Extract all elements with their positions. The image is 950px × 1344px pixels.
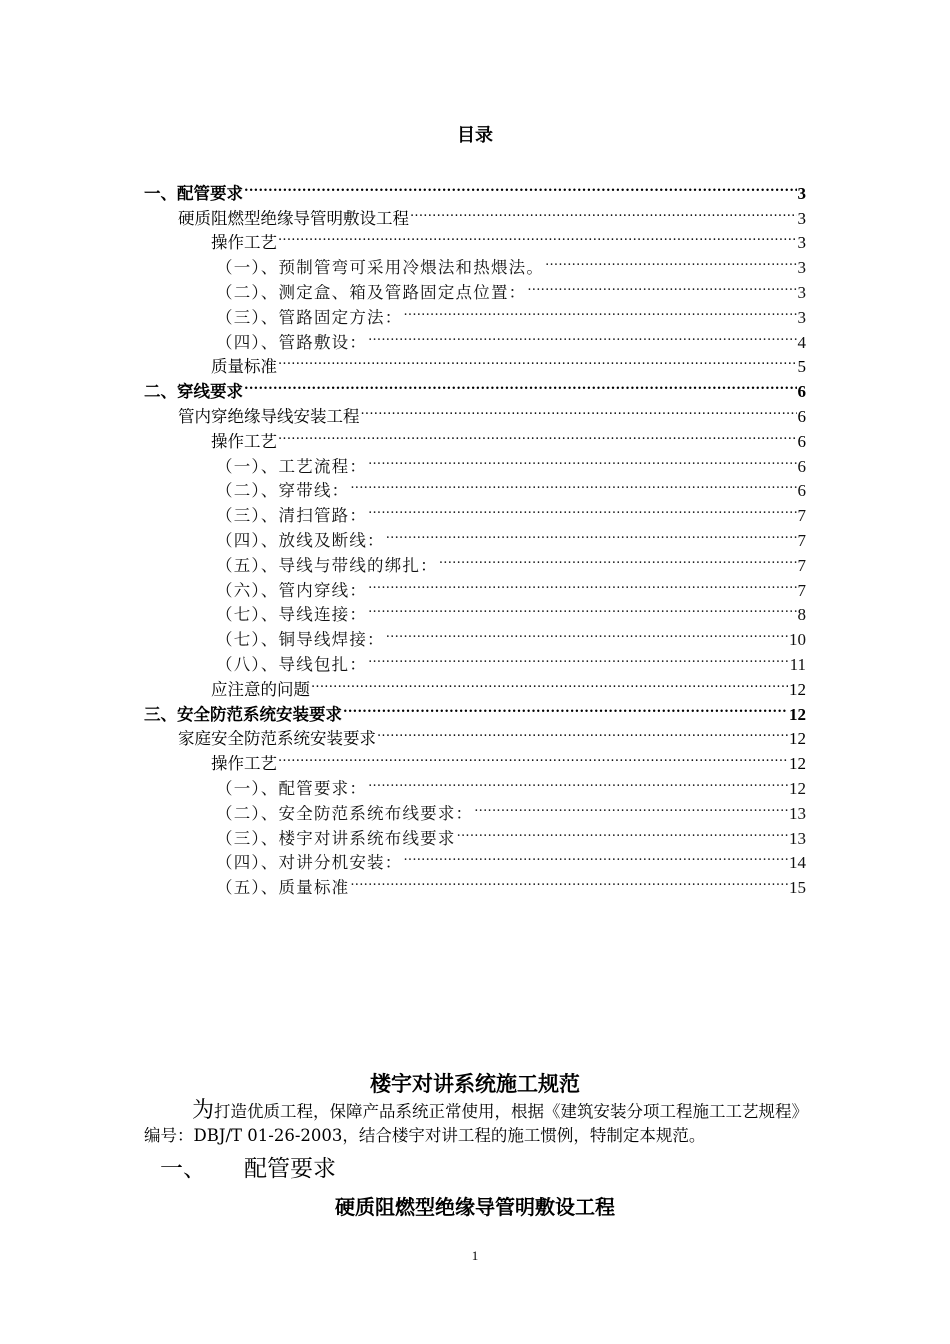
toc-entry-label: （二）、穿带线：: [216, 481, 350, 501]
toc-dot-leader: [278, 744, 788, 769]
toc-dot-leader: [368, 596, 796, 621]
toc-page-number: 12: [789, 679, 806, 699]
toc-entry-label: （四）、管路敷设：: [216, 332, 368, 352]
toc-dot-leader: [368, 645, 789, 670]
toc-dot-leader: [244, 174, 797, 199]
toc-entry-label: （五）、质量标准: [216, 878, 350, 898]
toc-entry-label: 家庭安全防范系统安装要求: [178, 729, 376, 749]
toc-page-number: 10: [789, 630, 806, 650]
toc-dot-leader: [350, 472, 796, 497]
toc-page-number: 3: [797, 233, 806, 253]
toc-page-number: 7: [797, 580, 806, 600]
toc-page-number: 3: [797, 282, 806, 302]
toc-entry-label: （六）、管内穿线：: [216, 580, 368, 600]
toc-entry-label: （七）、铜导线焊接：: [216, 630, 385, 650]
toc-page-number: 12: [789, 778, 806, 798]
toc-entry-label: （二）、测定盒、箱及管路固定点位置：: [216, 282, 527, 302]
toc-dot-leader: [368, 447, 796, 472]
toc-page-number: 7: [797, 555, 806, 575]
table-of-contents: [144, 174, 806, 898]
toc-dot-leader: [457, 819, 788, 844]
toc-dot-leader: [403, 844, 788, 869]
toc-page-number: 3: [797, 208, 806, 228]
toc-entry-label: （七）、导线连接：: [216, 605, 368, 625]
toc-page-number: 12: [789, 754, 806, 774]
toc-page-number: 6: [797, 406, 806, 426]
toc-entry-label: 操作工艺: [211, 754, 277, 774]
toc-dot-leader: [244, 372, 797, 397]
toc-entry-label: 硬质阻燃型绝缘导管明敷设工程: [178, 208, 409, 228]
toc-entry-label: （一）、配管要求：: [216, 778, 368, 798]
toc-entry-label: 一、配管要求: [144, 183, 243, 203]
toc-page-number: 7: [797, 530, 806, 550]
toc-dot-leader: [377, 720, 788, 745]
toc-entry-label: （一）、预制管弯可采用冷煨法和热煨法。: [216, 258, 545, 278]
intro-text: 打造优质工程，保障产品系统正常使用，根据《建筑安装分项工程施工工艺规程》编号：DBJ/T 01-26-2003，结合楼宇对讲工程的施工惯例，特制定本规范。: [144, 1102, 809, 1145]
intro-paragraph: [144, 1099, 808, 1148]
toc-page-number: 13: [789, 803, 806, 823]
subsection-heading: 硬质阻燃型绝缘导管明敷设工程: [335, 1195, 615, 1219]
toc-entry-label: 应注意的问题: [211, 679, 310, 699]
toc-page-number: 3: [797, 307, 806, 327]
toc-dot-leader: [386, 521, 797, 546]
toc-dot-leader: [278, 422, 797, 447]
toc-entry[interactable]: [144, 174, 806, 203]
toc-page-number: 6: [797, 431, 806, 451]
toc-dot-leader: [361, 397, 797, 422]
toc-page-number: 6: [797, 456, 806, 476]
toc-entry-label: （一）、工艺流程：: [216, 456, 368, 476]
toc-page-number: 6: [797, 382, 806, 402]
toc-page-number: 7: [797, 506, 806, 526]
toc-page-number: 11: [789, 654, 806, 674]
toc-dot-leader: [527, 273, 796, 298]
toc-page-number: 14: [789, 853, 806, 873]
toc-page-number: 13: [789, 828, 806, 848]
intro-first-char: 为: [192, 1098, 215, 1123]
toc-entry-label: （五）、导线与带线的绑扎：: [216, 555, 438, 575]
toc-dot-leader: [368, 769, 788, 794]
page-number: 1: [471, 1248, 479, 1263]
toc-entry-label: 管内穿绝缘导线安装工程: [178, 406, 360, 426]
toc-page-number: 3: [797, 258, 806, 278]
toc-entry[interactable]: [144, 199, 806, 228]
toc-entry-label: 质量标准: [211, 357, 277, 377]
toc-dot-leader: [278, 224, 797, 249]
toc-title: 目录: [457, 125, 493, 146]
toc-page-number: 6: [797, 481, 806, 501]
toc-dot-leader: [368, 496, 796, 521]
toc-entry-label: （三）、楼宇对讲系统布线要求: [216, 828, 456, 848]
toc-page-number: 12: [789, 729, 806, 749]
toc-page-number: 3: [797, 183, 806, 203]
toc-entry-label: （三）、清扫管路：: [216, 506, 368, 526]
toc-entry[interactable]: [144, 372, 806, 402]
toc-entry-label: （八）、导线包扎：: [216, 654, 368, 674]
section-heading: [160, 1153, 336, 1185]
toc-dot-leader: [278, 348, 797, 373]
toc-dot-leader: [410, 199, 797, 224]
toc-dot-leader: [368, 571, 796, 596]
toc-dot-leader: [439, 546, 797, 571]
section-number: 一、: [160, 1156, 206, 1182]
toc-page-number: 12: [789, 704, 806, 724]
toc-entry-label: 二、穿线要求: [144, 382, 243, 402]
document-title: 楼宇对讲系统施工规范: [370, 1072, 580, 1096]
toc-page-number: 4: [797, 332, 806, 352]
toc-entry-label: 操作工艺: [211, 233, 277, 253]
toc-entry-label: （四）、对讲分机安装：: [216, 853, 403, 873]
toc-entry-label: 操作工艺: [211, 431, 277, 451]
toc-entry-label: （三）、管路固定方法：: [216, 307, 403, 327]
toc-dot-leader: [474, 794, 788, 819]
toc-entry-label: 三、安全防范系统安装要求: [144, 704, 342, 724]
toc-dot-leader: [350, 868, 788, 893]
toc-page-number: 5: [797, 357, 806, 377]
section-title: 配管要求: [244, 1156, 336, 1182]
toc-entry-label: （四）、放线及断线：: [216, 530, 385, 550]
toc-dot-leader: [545, 248, 796, 273]
toc-dot-leader: [386, 620, 788, 645]
toc-dot-leader: [343, 695, 788, 720]
toc-page-number: 8: [797, 605, 806, 625]
toc-entry[interactable]: [144, 397, 806, 426]
toc-page-number: 15: [789, 878, 806, 898]
toc-dot-leader: [403, 298, 796, 323]
toc-dot-leader: [368, 323, 796, 348]
toc-entry-label: （二）、安全防范系统布线要求：: [216, 803, 474, 823]
toc-dot-leader: [311, 670, 788, 695]
